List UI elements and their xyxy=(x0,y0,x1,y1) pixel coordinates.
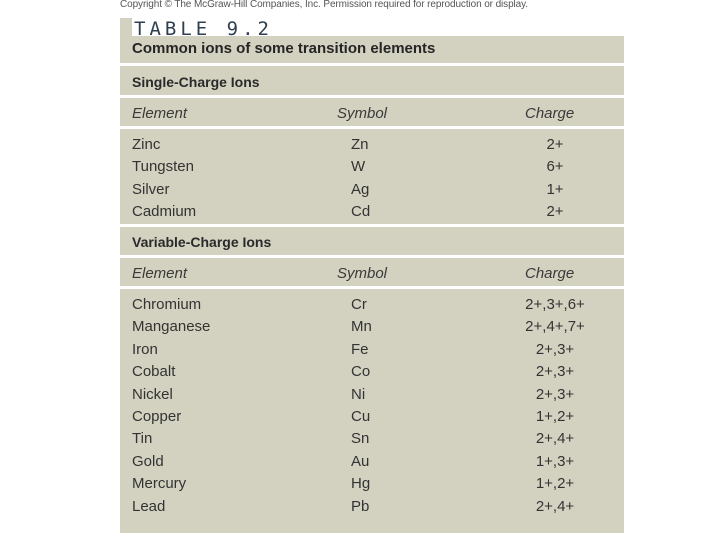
charge-cell: 1+ xyxy=(546,180,564,198)
element-cell: Chromium xyxy=(132,296,202,313)
column-header-symbol: Symbol xyxy=(337,265,388,282)
element-cell: Manganese xyxy=(132,318,211,336)
symbol-cell: Ni xyxy=(351,385,366,403)
charge-cell: 6+ xyxy=(546,158,564,176)
charge-cell: 2+,3+,6+ xyxy=(525,296,585,313)
charge-cell: 2+ xyxy=(546,202,564,220)
divider xyxy=(120,224,624,227)
column-header-charge: Charge xyxy=(525,105,575,122)
element-cell: Nickel xyxy=(132,385,173,403)
table-row xyxy=(120,384,624,406)
charge-cell: 2+ xyxy=(546,136,564,153)
divider xyxy=(120,286,624,289)
table-row xyxy=(120,428,624,450)
symbol-cell: Hg xyxy=(351,475,371,493)
element-cell: Tin xyxy=(132,430,153,448)
table-row xyxy=(120,451,624,473)
element-cell: Cobalt xyxy=(132,363,176,381)
symbol-cell: Sn xyxy=(351,430,370,448)
charge-cell: 2+,3+ xyxy=(535,385,575,403)
symbol-cell: Au xyxy=(351,452,370,470)
charge-cell: 2+,4+,7+ xyxy=(525,318,585,336)
table-row xyxy=(120,473,624,495)
column-header-element: Element xyxy=(132,265,188,282)
element-cell: Gold xyxy=(132,452,164,470)
symbol-cell: Mn xyxy=(351,318,372,336)
divider xyxy=(120,255,624,258)
element-cell: Cadmium xyxy=(132,202,197,220)
table-row xyxy=(120,179,624,201)
symbol-cell: W xyxy=(351,158,366,176)
element-cell: Zinc xyxy=(132,136,161,153)
symbol-cell: Cr xyxy=(351,296,367,313)
table-row xyxy=(120,496,624,518)
section-heading-single: Single-Charge Ions xyxy=(132,74,260,90)
table-number: TABLE 9.2 xyxy=(132,18,626,36)
symbol-cell: Pb xyxy=(351,497,370,515)
table-row xyxy=(120,316,624,338)
column-header-element: Element xyxy=(132,105,188,122)
table-panel xyxy=(120,18,624,533)
table-row xyxy=(120,339,624,361)
copyright-notice: Copyright © The McGraw-Hill Companies, Inc. Permission required for reproduction or display. xyxy=(120,0,528,10)
table-row xyxy=(120,294,624,316)
charge-cell: 1+,3+ xyxy=(535,452,575,470)
symbol-cell: Zn xyxy=(351,136,369,153)
charge-cell: 1+,2+ xyxy=(535,408,575,425)
table-row xyxy=(120,201,624,223)
table-row xyxy=(120,361,624,383)
column-header-symbol: Symbol xyxy=(337,105,388,122)
element-cell: Copper xyxy=(132,408,182,425)
table-row xyxy=(120,156,624,178)
table-row xyxy=(120,406,624,428)
charge-cell: 1+,2+ xyxy=(535,475,575,493)
element-cell: Silver xyxy=(132,180,170,198)
charge-cell: 2+,3+ xyxy=(535,363,575,381)
symbol-cell: Fe xyxy=(351,340,369,358)
element-cell: Mercury xyxy=(132,475,187,493)
divider xyxy=(120,95,624,98)
symbol-cell: Ag xyxy=(351,180,370,198)
symbol-cell: Cu xyxy=(351,408,371,425)
column-header-charge: Charge xyxy=(525,265,575,282)
symbol-cell: Cd xyxy=(351,202,371,220)
element-cell: Tungsten xyxy=(132,158,194,176)
section-heading-variable: Variable-Charge Ions xyxy=(132,234,272,250)
charge-cell: 2+,4+ xyxy=(535,497,575,515)
element-cell: Lead xyxy=(132,497,166,515)
divider xyxy=(120,126,624,129)
element-cell: Iron xyxy=(132,340,158,358)
charge-cell: 2+,4+ xyxy=(535,430,575,448)
table-title: Common ions of some transition elements xyxy=(132,40,436,57)
divider xyxy=(120,63,624,66)
charge-cell: 2+,3+ xyxy=(535,340,575,358)
symbol-cell: Co xyxy=(351,363,371,381)
table-row xyxy=(120,134,624,156)
